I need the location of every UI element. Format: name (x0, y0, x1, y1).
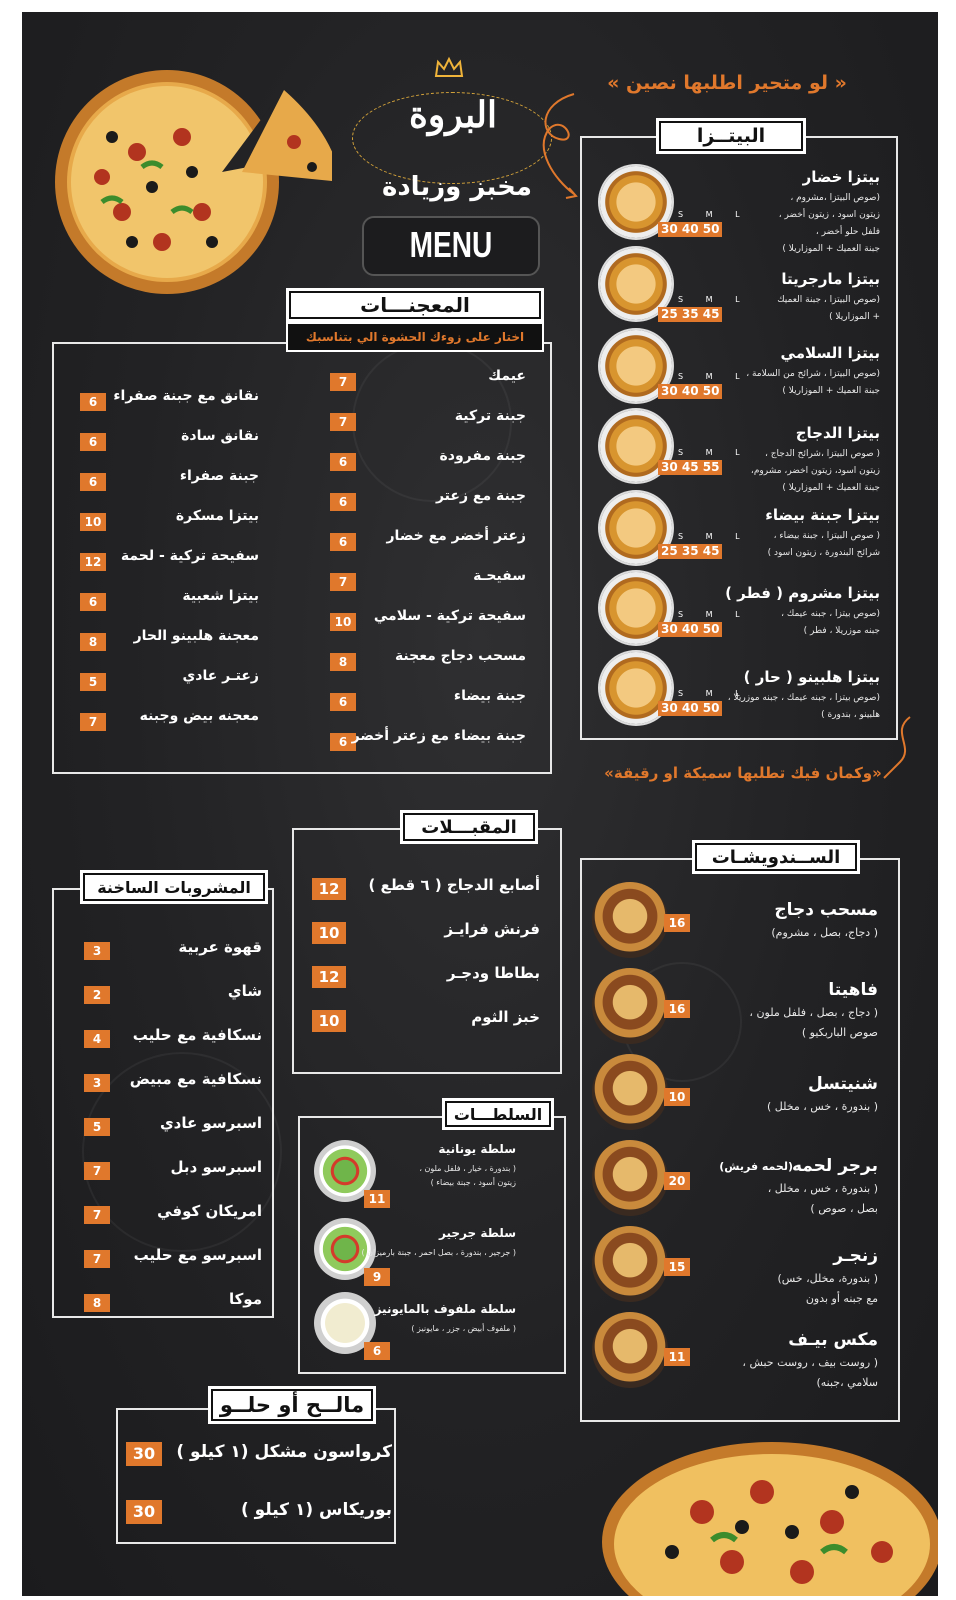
price-badge: 7 (330, 373, 356, 391)
sandwich-image (592, 968, 668, 1044)
sandwich-image (592, 1312, 668, 1388)
menu-item-name: معجنة هلبينو الحار (133, 628, 259, 644)
price-badge: 16 (664, 914, 690, 932)
pizza-desc-line: فلفل حلو أخضر ، (815, 227, 880, 237)
price-badge: 9 (364, 1268, 390, 1286)
price-badge: 4 (84, 1030, 110, 1048)
menu-item-name: شنيتسل (807, 1074, 878, 1094)
menu-item-name: جبنة تركية (454, 408, 526, 424)
sandwich-image (592, 1226, 668, 1302)
menu-item-name: موكا (228, 1290, 262, 1308)
menu-item-name: فرنش فرايـز (444, 920, 540, 938)
menu-item-name: جبنة بيضاء (453, 688, 526, 704)
sandwich-image (592, 1140, 668, 1216)
menu-item-name: امريكان كوفي (157, 1202, 262, 1220)
pastries-section-title: المعجنـــات (286, 288, 544, 322)
menu-item-name: جبنة بيضاء مع زعتر أخضر (351, 728, 526, 744)
price-badge: 7 (80, 713, 106, 731)
pizza-prices: 30 45 55 (658, 460, 722, 475)
pizza-prices: 30 40 50 (658, 622, 722, 637)
sandwich-image (592, 882, 668, 958)
salad-desc-line: ( بندورة ، خيار ، فلفل ملون ، (419, 1164, 516, 1173)
price-badge: 6 (330, 453, 356, 471)
pizza-desc-line: (صوص البيتزا ، جبنة العميك (777, 295, 880, 305)
price-badge: 16 (664, 1000, 690, 1018)
price-badge: 7 (84, 1162, 110, 1180)
menu-item-name: اسبرسو عادي (159, 1114, 262, 1132)
pizza-desc-line: شرائح البندورة ، زيتون اسود ) (767, 548, 880, 558)
price-badge: 20 (664, 1172, 690, 1190)
price-badge: 10 (664, 1088, 690, 1106)
pizza-hero-image (42, 42, 332, 302)
menu-board (22, 12, 938, 1596)
pizza-size-labels: S M L (678, 295, 750, 304)
pizza-desc-line: ( صوص البيتزا ، جبنة بيضاء ، (773, 531, 880, 541)
price-badge: 6 (330, 493, 356, 511)
sandwiches-section-title: الســندويشـات (692, 840, 860, 874)
price-badge: 8 (330, 653, 356, 671)
pizza-size-labels: S M L (678, 210, 750, 219)
price-badge: 6 (330, 733, 356, 751)
salad-desc-line: زيتون أسود ، جبنة بيضاء ) (430, 1178, 516, 1187)
price-badge: 5 (80, 673, 106, 691)
pizza-desc-line: (صوص البيتزا ،مشروم ، (790, 193, 880, 203)
pizza-name: بيتزا السلامي (780, 344, 880, 362)
menu-item-name: سلطة يونانية (438, 1142, 516, 1156)
menu-item-name: مكس بيـف (788, 1330, 878, 1350)
price-badge: 10 (80, 513, 106, 531)
price-badge: 3 (84, 1074, 110, 1092)
price-badge: 11 (364, 1190, 390, 1208)
pizza-desc-line: هلبينو ، بندورة ) (821, 710, 880, 720)
sandwich-image (592, 1054, 668, 1130)
menu-item-name: اسبرسو مع حليب (133, 1246, 262, 1264)
pizza-desc-line: جبنة العميك + الموزاريلا ) (782, 244, 880, 254)
tagline: مخبز وزيادة (381, 172, 533, 202)
price-badge: 30 (126, 1442, 162, 1466)
menu-item-name: جبنة مفرودة (439, 448, 526, 464)
pizza-name: بيتزا هلبينو ( حار ) (743, 668, 880, 686)
pizza-size-labels: S M L (678, 532, 750, 541)
menu-item-name: سفيحـة (473, 568, 526, 584)
menu-item-name: عيمك (488, 368, 526, 384)
appetizers-section-frame (292, 828, 562, 1074)
savory-sweet-section-title: مالــح أو حلــو (208, 1386, 376, 1424)
pizza-name: بيتزا جبنة بيضاء (765, 506, 880, 524)
pizza-prices: 30 40 50 (658, 701, 722, 716)
price-badge: 6 (80, 433, 106, 451)
menu-item-name: سلطة جرجير (439, 1226, 516, 1240)
sandwich-desc-line: ( بندورة ، خس ، مخلل ) (767, 1100, 878, 1113)
menu-item-note: (لحمه فريش) (719, 1160, 793, 1173)
swirl-arrow-icon (880, 712, 920, 782)
pastries-subtitle: اختار على زوءك الحشوة الي بتناسبك (286, 322, 544, 352)
menu-item-name: نقانق سادة (181, 428, 259, 444)
pizza-prices: 30 40 50 (658, 222, 722, 237)
sandwich-desc-line: ( دجاج، بصل ، مشروم) (771, 926, 878, 939)
pizza-desc-line: (صوص بيتزا ، جبنه عيمك ، (781, 609, 880, 619)
price-badge: 6 (80, 393, 106, 411)
price-badge: 11 (664, 1348, 690, 1366)
pizza-desc-line: (صوص بيتزا ، جبنه عيمك ، جبنه موزريلا ، (727, 693, 880, 703)
sandwich-desc-line: ( بندورة ، خس ، مخلل ، (767, 1182, 878, 1195)
menu-item-name: أصابع الدجاج ( ٦ قطع ) (368, 876, 540, 894)
pizza-desc-line: زيتون اسود، زيتون اخضر، مشروم، (750, 466, 880, 476)
menu-label: MENU (409, 224, 493, 265)
pizza-size-labels: S M L (678, 689, 750, 698)
salad-desc-line: ( جرجير ، بندورة ، بصل احمر ، جبنة بارميزان ) (361, 1248, 516, 1257)
price-badge: 8 (80, 633, 106, 651)
sandwich-desc-line: صوص الباربكيو ) (801, 1026, 878, 1039)
price-badge: 10 (312, 922, 346, 944)
menu-item-name: قهوة عربية (178, 938, 262, 956)
pizza-desc-line: جبنة العميك + الموزاريلا ) (782, 386, 880, 396)
crown-icon (434, 56, 464, 80)
pizza-prices: 25 35 45 (658, 307, 722, 322)
menu-item-name: بوريكاس (١ كيلو ) (240, 1500, 392, 1520)
menu-item-name: سفيحة تركية - سلامي (373, 608, 526, 624)
logo-text: البروة (409, 94, 497, 136)
price-badge: 8 (84, 1294, 110, 1312)
pizza-size-labels: S M L (678, 372, 750, 381)
menu-item-name: جبنة صفراء (179, 468, 259, 484)
pizza-section-title: البيتــزا (656, 118, 806, 154)
pizza-prices: 30 40 50 (658, 384, 722, 399)
pizza-size-labels: S M L (678, 448, 750, 457)
price-badge: 12 (312, 878, 346, 900)
price-badge: 2 (84, 986, 110, 1004)
sandwich-desc-line: ( بندورة، مخلل، خس) (777, 1272, 878, 1285)
price-badge: 10 (312, 1010, 346, 1032)
menu-item-name: معجنه بيض وجبنه (139, 708, 259, 724)
menu-item-name: زنجـر (833, 1246, 878, 1266)
menu-item-name: خبز الثوم (471, 1008, 540, 1026)
menu-item-name: شاي (227, 982, 262, 1000)
price-badge: 7 (330, 413, 356, 431)
pizza-size-labels: S M L (678, 610, 750, 619)
menu-item-name: فاهيتا (828, 980, 878, 1000)
appetizers-section-title: المقبـــلات (400, 810, 538, 844)
price-badge: 6 (330, 693, 356, 711)
pizza-desc-line: (صوص البيتزا ، شرائح من السلامة ، (746, 369, 880, 379)
salad-desc-line: ( ملفوف أبيض ، جزر ، مايونيز ) (411, 1324, 516, 1333)
pizza-name: بيتزا الدجاج (795, 424, 880, 442)
price-badge: 6 (364, 1342, 390, 1360)
price-badge: 3 (84, 942, 110, 960)
pizza-prices: 25 35 45 (658, 544, 722, 559)
price-badge: 6 (80, 473, 106, 491)
top-banner: « لو متحير اطلبها نصين » (607, 72, 847, 94)
price-badge: 5 (84, 1118, 110, 1136)
hot-drinks-section-title: المشروبات الساخنة (80, 870, 268, 904)
menu-item-name: زعتـر عادي (182, 668, 259, 684)
menu-item-name: نسكافية مع حليب (132, 1026, 262, 1044)
pizza-name: بيتزا خضار (802, 168, 880, 186)
sandwich-desc-line: ( دجاج ، بصل ، فلفل ملون ، (749, 1006, 878, 1019)
pizza-desc-line: زيتون اسود ، زيتون أخضر ، (778, 210, 880, 220)
menu-item-name: بطاطا ودجـر (446, 964, 540, 982)
price-badge: 30 (126, 1500, 162, 1524)
pizza-desc-line: جبنة العميك + الموزاريلا ) (782, 483, 880, 493)
price-badge: 6 (330, 533, 356, 551)
price-badge: 12 (80, 553, 106, 571)
menu-item-name: كرواسون مشكل (١ كيلو ) (176, 1442, 392, 1462)
sandwich-desc-line: مع جبنه أو بدون (805, 1292, 878, 1305)
menu-item-name: جبنة مع زعتر (435, 488, 526, 504)
menu-item-name: سلطة ملفوف بالمايونيز (374, 1302, 516, 1316)
price-badge: 7 (84, 1250, 110, 1268)
menu-item-name: زعتر أخضر مع خضار (386, 528, 526, 544)
menu-item-name: نسكافية مع مبيض (129, 1070, 262, 1088)
menu-item-name: نقانق مع جبنة صفراء (113, 388, 259, 404)
pizza-name: بيتزا مارجريتا (781, 270, 880, 288)
pizza-footer-image (592, 1432, 938, 1596)
salads-section-title: السلطـــات (442, 1098, 554, 1130)
price-badge: 6 (80, 593, 106, 611)
price-badge: 12 (312, 966, 346, 988)
price-badge: 7 (330, 573, 356, 591)
pizza-desc-line: جبنه موزريلا ، فطر ) (803, 626, 880, 636)
menu-item-name: بيتزا شعبية (182, 588, 259, 604)
menu-item-name: بيتزا مسكرة (175, 508, 259, 524)
thickness-banner: «وكمان فيك تطلبها سميكة او رقيقة» (604, 764, 882, 782)
price-badge: 10 (330, 613, 356, 631)
menu-item-name: مسحب دجاج معجنة (394, 648, 526, 664)
price-badge: 15 (664, 1258, 690, 1276)
sandwich-desc-line: ( روست بيف ، روست حبش ، (742, 1356, 878, 1369)
menu-item-name: سفيحة تركية - لحمة (120, 548, 259, 564)
sandwich-desc-line: بصل ، صوص ) (810, 1202, 878, 1215)
pizza-name: بيتزا مشروم ( فطر ) (725, 584, 880, 602)
menu-item-name: اسبرسو دبل (170, 1158, 262, 1176)
menu-item-name: مسحب دجاج (774, 900, 878, 920)
pizza-desc-line: ( صوص البيتزا ،شرائح الدجاج ، (764, 449, 880, 459)
sandwich-desc-line: سلامي ،جبنه) (816, 1376, 878, 1389)
price-badge: 7 (84, 1206, 110, 1224)
pizza-desc-line: + الموزاريلا ) (829, 312, 880, 322)
menu-item-name: برجر لحمه (791, 1156, 878, 1176)
